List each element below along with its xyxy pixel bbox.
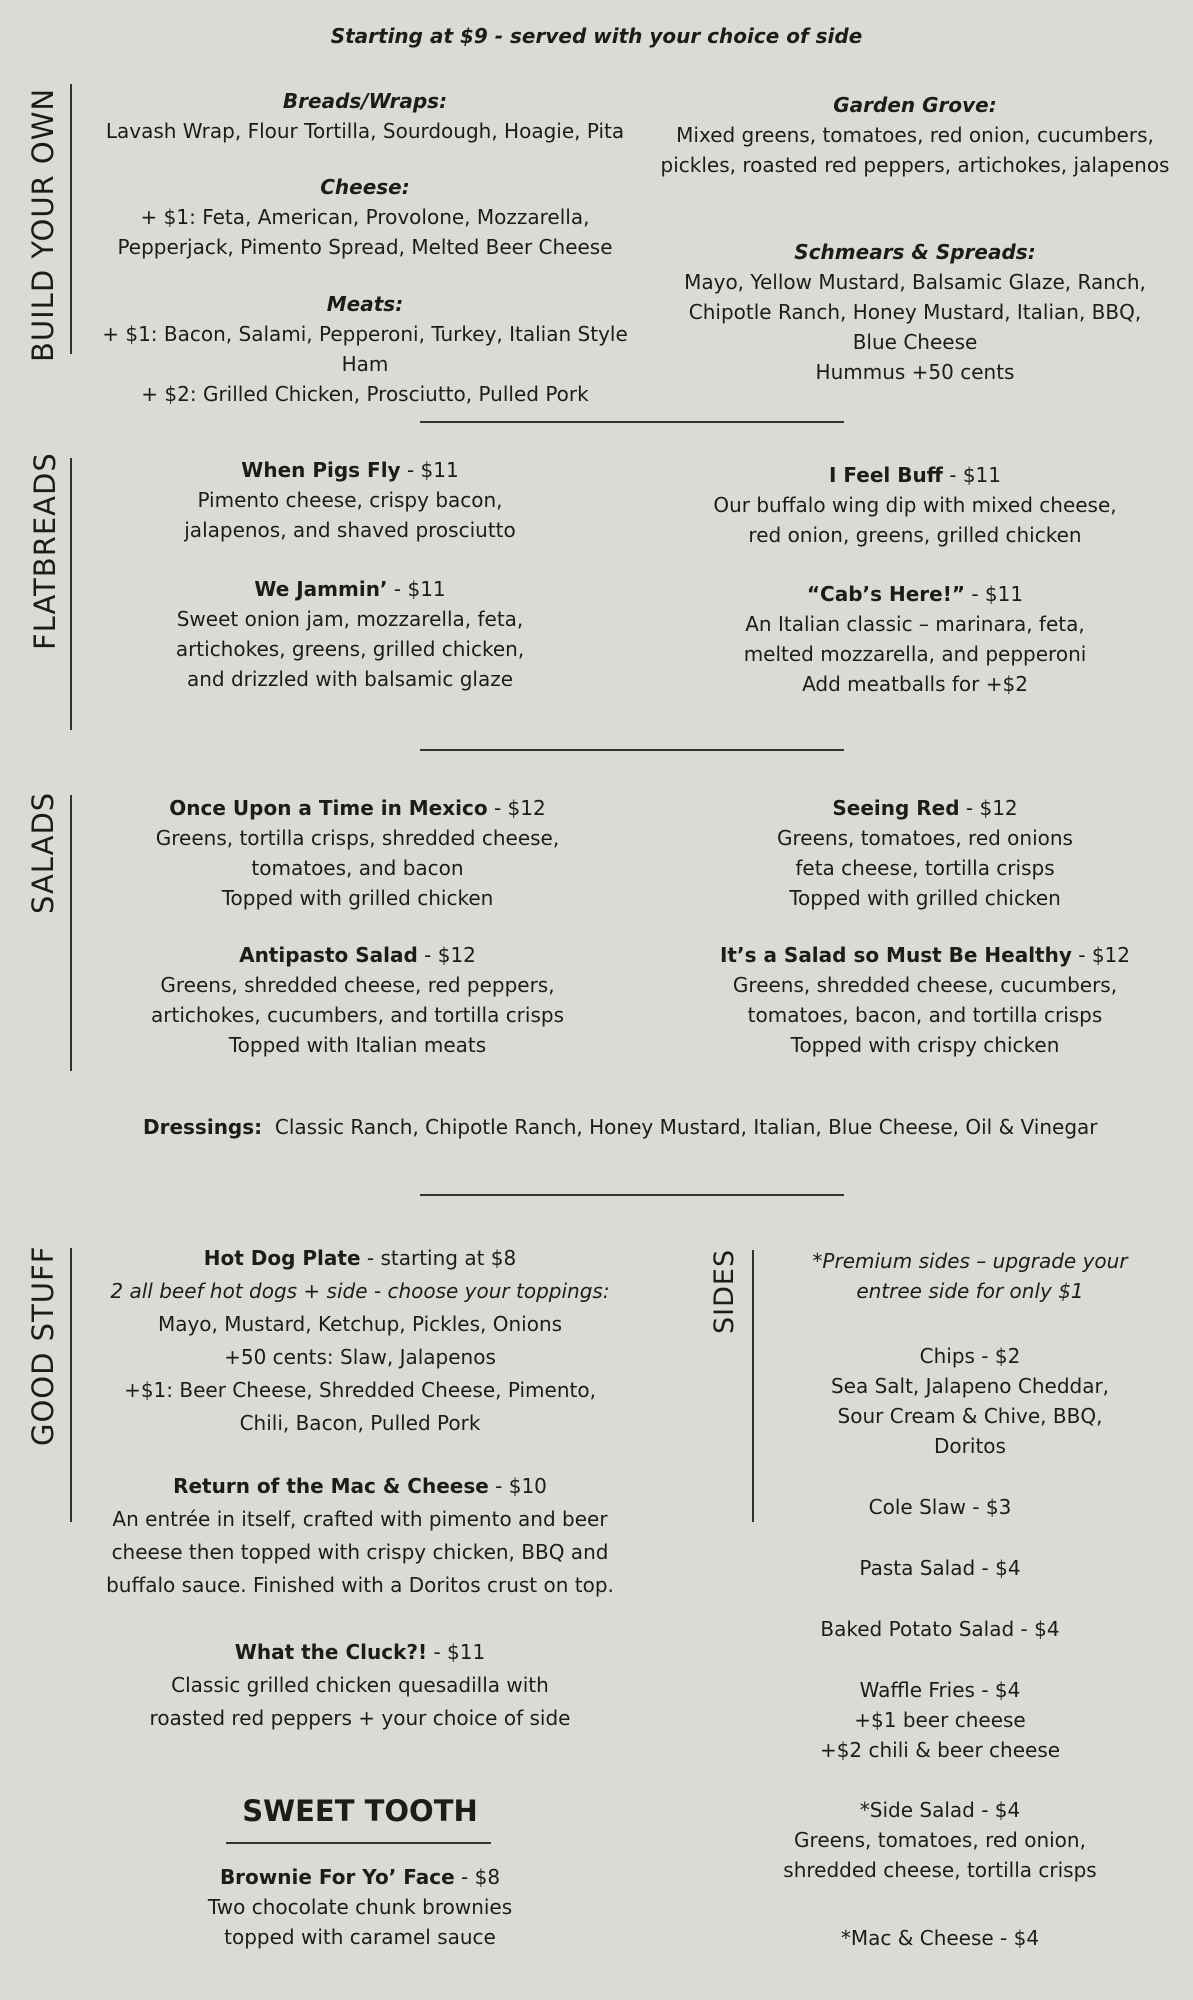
schmears-line-3: Blue Cheese (852, 330, 978, 354)
item-price: - $11 (942, 463, 1001, 487)
section-label-sides: SIDES (709, 1248, 740, 1334)
side-desc: shredded cheese, tortilla crisps (783, 1858, 1097, 1882)
item-desc: tomatoes, bacon, and tortilla crisps (747, 1003, 1103, 1027)
item-name: Seeing Red (832, 796, 960, 820)
item-desc: An entrée in itself, crafted with pimento and beer (112, 1507, 608, 1531)
section-divider (420, 421, 844, 423)
section-divider-vertical (70, 84, 72, 354)
schmears-line-2: Chipotle Ranch, Honey Mustard, Italian, BBQ, (688, 300, 1142, 324)
side-potato-salad: Baked Potato Salad - $4 (820, 1617, 1060, 1641)
item-name: “Cab’s Here!” (806, 582, 965, 606)
item-desc: Topped with grilled chicken (789, 886, 1061, 910)
garden-line-1: Mixed greens, tomatoes, red onion, cucumbers, (676, 123, 1154, 147)
section-divider-vertical (70, 458, 72, 730)
item-desc: red onion, greens, grilled chicken (748, 523, 1082, 547)
item-desc: tomatoes, and bacon (251, 856, 464, 880)
section-divider-vertical (70, 1248, 72, 1522)
item-desc: Our buffalo wing dip with mixed cheese, (713, 493, 1117, 517)
item-desc: +$1: Beer Cheese, Shredded Cheese, Pimento, (124, 1378, 596, 1402)
side-desc: Doritos (934, 1434, 1006, 1458)
item-name: What the Cluck?! (234, 1640, 428, 1664)
cheese-line-1: + $1: Feta, American, Provolone, Mozzarella, (140, 205, 590, 229)
meats-title: Meats: (326, 292, 404, 316)
side-pasta-salad: Pasta Salad - $4 (859, 1556, 1021, 1580)
item-desc: Classic grilled chicken quesadilla with (171, 1673, 549, 1697)
flatbread-item (660, 579, 1170, 699)
item-desc: Two chocolate chunk brownies (207, 1895, 513, 1919)
section-label-flatbreads: FLATBREADS (28, 452, 62, 650)
item-price: - $12 (417, 943, 476, 967)
meats-block (80, 289, 650, 409)
schmears-line-1: Mayo, Yellow Mustard, Balsamic Glaze, Ranch, (684, 270, 1146, 294)
dressings-list: Classic Ranch, Chipotle Ranch, Honey Mustard, Italian, Blue Cheese, Oil & Vinegar (274, 1115, 1098, 1139)
sweet-tooth-underline (226, 1842, 491, 1844)
side-name: *Side Salad - $4 (859, 1798, 1021, 1822)
item-price: - $11 (965, 582, 1024, 606)
item-desc: Add meatballs for +$2 (802, 672, 1028, 696)
cheese-line-2: Pepperjack, Pimento Spread, Melted Beer Cheese (117, 235, 613, 259)
item-desc: melted mozzarella, and pepperoni (743, 642, 1087, 666)
flatbread-item (80, 574, 620, 694)
item-desc: Greens, tortilla crisps, shredded cheese, (155, 826, 560, 850)
item-desc: Topped with crispy chicken (790, 1033, 1060, 1057)
item-price: - starting at $8 (360, 1246, 517, 1270)
side-desc: Sea Salt, Jalapeno Cheddar, (830, 1374, 1110, 1398)
dressings-line (143, 1112, 1098, 1142)
side-chips (770, 1341, 1170, 1461)
side-desc: Greens, tomatoes, red onion, (794, 1828, 1086, 1852)
item-name: It’s a Salad so Must Be Healthy (719, 943, 1072, 967)
sides-note-line-1: *Premium sides – upgrade your (812, 1249, 1128, 1273)
breads-block (80, 86, 650, 146)
mac-item (80, 1470, 640, 1602)
item-desc: topped with caramel sauce (224, 1925, 496, 1949)
side-name: Waffle Fries - $4 (859, 1678, 1021, 1702)
item-name: Hot Dog Plate (203, 1246, 361, 1270)
item-price: - $12 (487, 796, 546, 820)
item-name: We Jammin’ (254, 577, 388, 601)
side-mac-cheese: *Mac & Cheese - $4 (840, 1926, 1040, 1950)
item-name: Once Upon a Time in Mexico (169, 796, 488, 820)
item-desc: Topped with grilled chicken (221, 886, 494, 910)
section-divider (420, 1194, 844, 1196)
item-desc: roasted red peppers + your choice of side (149, 1706, 571, 1730)
item-desc: cheese then topped with crispy chicken, BBQ and (111, 1540, 609, 1564)
flatbread-item (80, 455, 620, 545)
meats-line-2: + $2: Grilled Chicken, Prosciutto, Pulled Pork (141, 382, 589, 406)
item-desc: Pimento cheese, crispy bacon, (197, 488, 503, 512)
item-price: - $12 (959, 796, 1018, 820)
side-desc: +$2 chili & beer cheese (819, 1738, 1061, 1762)
section-label-build-your-own: BUILD YOUR OWN (26, 87, 60, 362)
item-desc: artichokes, greens, grilled chicken, (175, 637, 525, 661)
garden-line-2: pickles, roasted red peppers, artichokes, jalapenos (660, 153, 1170, 177)
item-desc: and drizzled with balsamic glaze (186, 667, 514, 691)
sides-note-line-2: entree side for only $1 (856, 1279, 1084, 1303)
item-name: I Feel Buff (829, 463, 943, 487)
item-desc: Greens, tomatoes, red onions (777, 826, 1073, 850)
item-desc: Mayo, Mustard, Ketchup, Pickles, Onions (157, 1312, 563, 1336)
salad-item (660, 793, 1190, 913)
item-desc: Greens, shredded cheese, red peppers, (160, 973, 555, 997)
side-cole-slaw: Cole Slaw - $3 (868, 1495, 1012, 1519)
side-desc: +$1 beer cheese (854, 1708, 1026, 1732)
section-label-salads: SALADS (26, 791, 60, 914)
side-desc: Sour Cream & Chive, BBQ, (837, 1404, 1103, 1428)
side-waffle-fries (740, 1675, 1140, 1765)
item-desc: artichokes, cucumbers, and tortilla crisps (151, 1003, 564, 1027)
item-desc: jalapenos, and shaved prosciutto (184, 518, 516, 542)
item-price: - $12 (1071, 943, 1130, 967)
garden-title: Garden Grove: (833, 93, 997, 117)
menu-tagline: Starting at $9 - served with your choice of side (330, 24, 863, 48)
section-label-good-stuff: GOOD STUFF (26, 1245, 60, 1446)
item-price: - $11 (427, 1640, 486, 1664)
salad-item (660, 940, 1190, 1060)
breads-list: Lavash Wrap, Flour Tortilla, Sourdough, Hoagie, Pita (105, 119, 625, 143)
item-name: Antipasto Salad (239, 943, 418, 967)
item-name: Return of the Mac & Cheese (173, 1474, 489, 1498)
meats-line-1: + $1: Bacon, Salami, Pepperoni, Turkey, Italian Style Ham (102, 322, 628, 376)
item-price: - $11 (400, 458, 459, 482)
item-desc: Greens, shredded cheese, cucumbers, (732, 973, 1118, 997)
item-name: Brownie For Yo’ Face (219, 1865, 455, 1889)
salad-item (80, 793, 635, 913)
section-divider-vertical (70, 795, 72, 1071)
section-divider-vertical (752, 1250, 754, 1522)
item-price: - $8 (454, 1865, 501, 1889)
schmears-block (660, 237, 1170, 387)
cluck-item (80, 1636, 640, 1735)
item-desc: 2 all beef hot dogs + side - choose your toppings: (110, 1279, 610, 1303)
brownie-item (80, 1862, 640, 1952)
schmears-line-4: Hummus +50 cents (815, 360, 1015, 384)
item-desc: Chili, Bacon, Pulled Pork (239, 1411, 481, 1435)
side-name: Chips - $2 (919, 1344, 1021, 1368)
item-desc: Sweet onion jam, mozzarella, feta, (176, 607, 524, 631)
schmears-title: Schmears & Spreads: (794, 240, 1036, 264)
item-name: When Pigs Fly (241, 458, 401, 482)
item-desc: Topped with Italian meats (228, 1033, 487, 1057)
garden-block (660, 90, 1170, 180)
item-price: - $11 (387, 577, 446, 601)
side-salad (740, 1795, 1140, 1885)
item-desc: buffalo sauce. Finished with a Doritos crust on top. (106, 1573, 614, 1597)
flatbread-item (660, 460, 1170, 550)
item-desc: +50 cents: Slaw, Jalapenos (224, 1345, 496, 1369)
item-desc: feta cheese, tortilla crisps (795, 856, 1055, 880)
hotdog-item (80, 1242, 640, 1440)
item-price: - $10 (488, 1474, 547, 1498)
sides-note (770, 1246, 1170, 1306)
sweet-tooth-title: SWEET TOOTH (242, 1794, 478, 1828)
breads-title: Breads/Wraps: (282, 89, 448, 113)
item-desc: An Italian classic – marinara, feta, (745, 612, 1085, 636)
cheese-block (80, 172, 650, 262)
section-divider (420, 749, 844, 751)
cheese-title: Cheese: (320, 175, 410, 199)
dressings-label: Dressings: (143, 1115, 263, 1139)
salad-item (80, 940, 635, 1060)
